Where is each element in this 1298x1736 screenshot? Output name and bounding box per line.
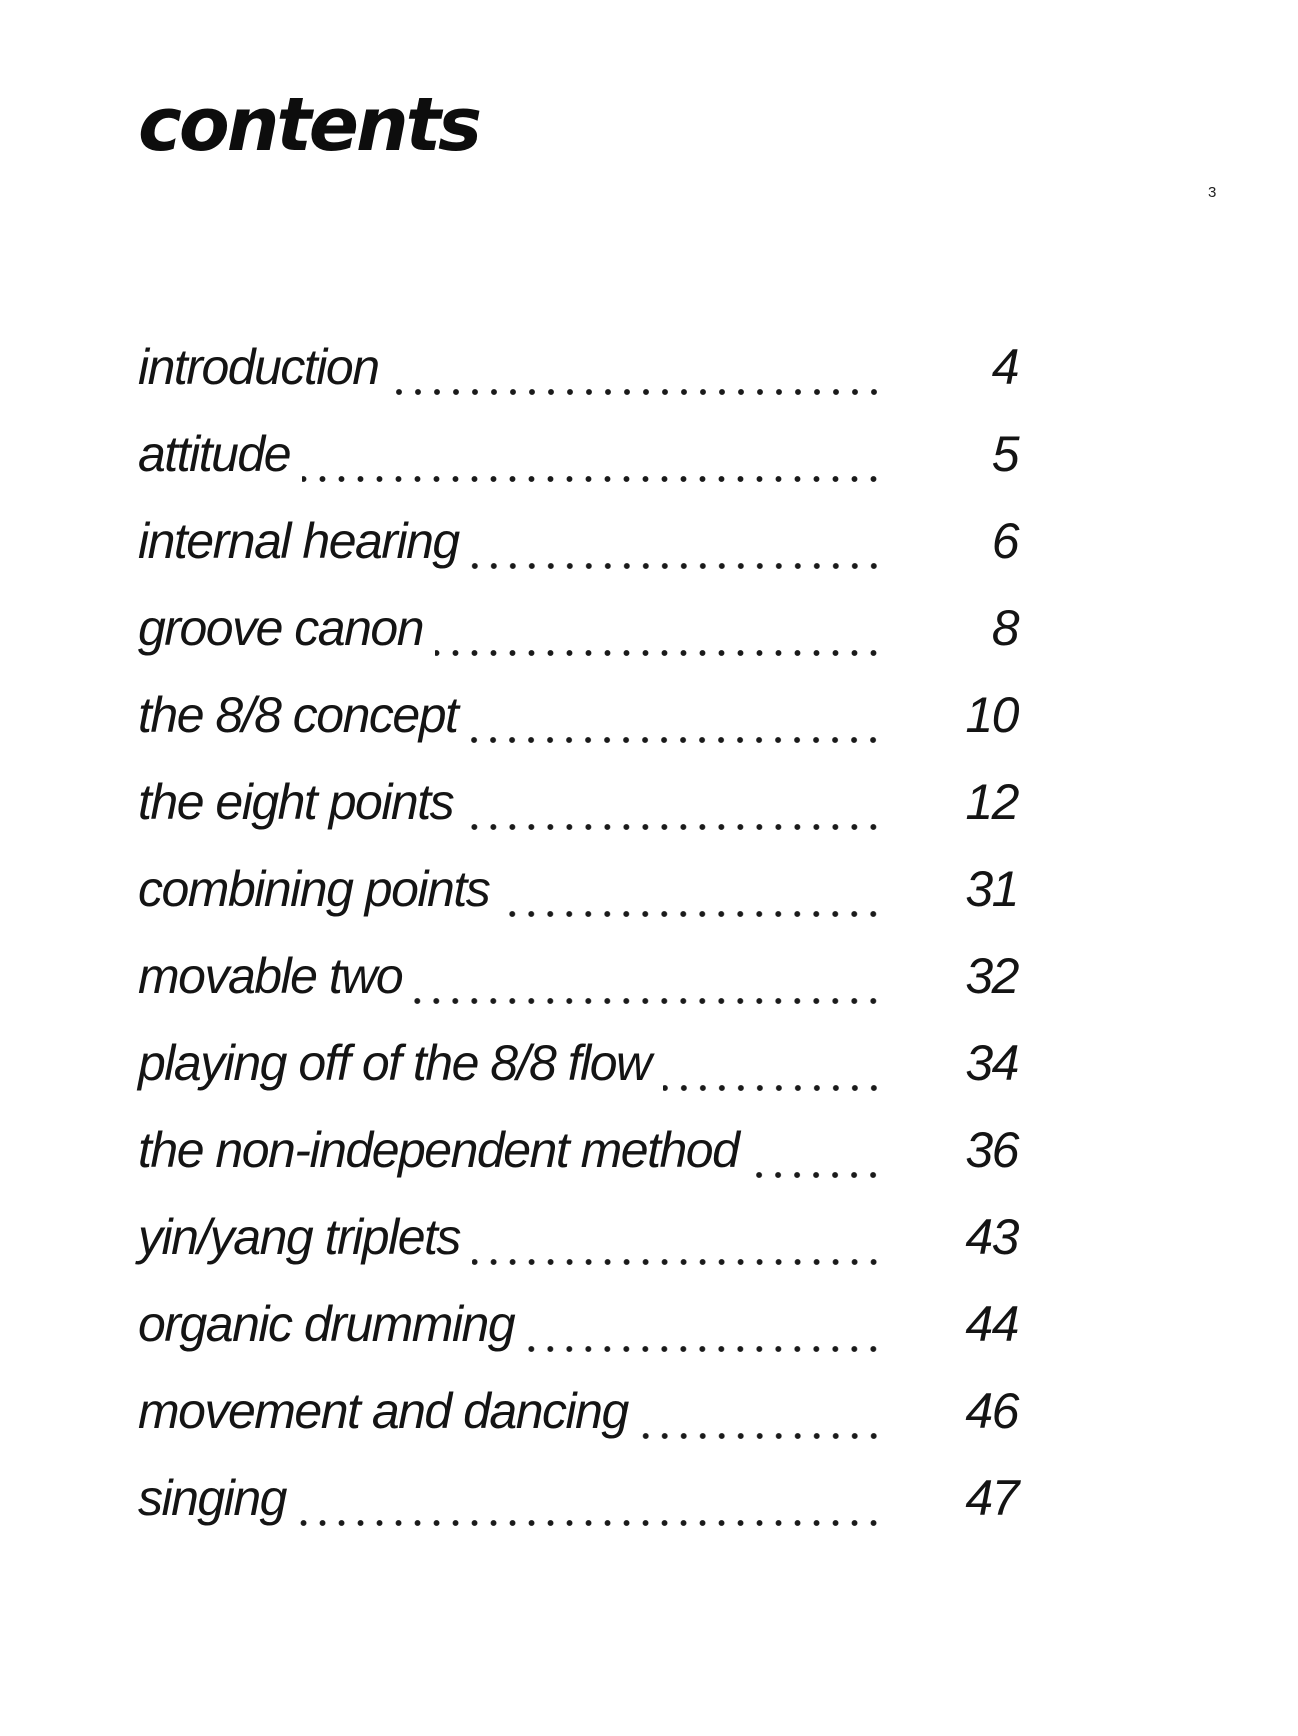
- toc-entry-combining-points: [138, 862, 1018, 949]
- toc-entry-8-8-concept: [138, 688, 1018, 775]
- page-title: contents: [138, 82, 480, 168]
- toc-entry-title: introduction: [138, 339, 379, 395]
- dot-leader: [526, 1297, 883, 1357]
- toc-entry-page: 31: [965, 861, 1018, 917]
- toc-entry-title: the eight points: [138, 774, 454, 830]
- toc-entry-page: 4: [991, 339, 1018, 395]
- toc-entry-title: movement and dancing: [138, 1383, 628, 1439]
- toc-entry-internal-hearing: [138, 514, 1018, 601]
- toc-entry-title: the non-independent method: [138, 1122, 739, 1178]
- toc-entry-page: 32: [965, 948, 1018, 1004]
- toc-entry-title: playing off of the 8/8 flow: [138, 1035, 651, 1091]
- toc-entry-title: singing: [138, 1470, 286, 1526]
- toc-entry-title: internal hearing: [138, 513, 459, 569]
- toc-entry-yin-yang-triplets: [138, 1210, 1018, 1297]
- toc-entry-title: combining points: [138, 861, 490, 917]
- toc-entry-page: 5: [991, 426, 1018, 482]
- dot-leader: [501, 862, 883, 922]
- dot-leader: [640, 1384, 883, 1444]
- dot-leader: [472, 1210, 883, 1270]
- toc-entry-page: 34: [965, 1035, 1018, 1091]
- toc-entry-introduction: [138, 340, 1018, 427]
- toc-entry-title: attitude: [138, 426, 291, 482]
- toc-entry-title: movable two: [138, 948, 403, 1004]
- toc-entry-eight-points: [138, 775, 1018, 862]
- toc-entry-page: 43: [965, 1209, 1018, 1265]
- toc-entry-playing-off-flow: [138, 1036, 1018, 1123]
- toc-entry-page: 44: [965, 1296, 1018, 1352]
- toc-entry-page: 46: [965, 1383, 1018, 1439]
- dot-leader: [414, 949, 883, 1009]
- toc-entry-page: 6: [991, 513, 1018, 569]
- toc-entry-non-independent-method: [138, 1123, 1018, 1210]
- toc-entry-page: 12: [965, 774, 1018, 830]
- toc-entry-singing: [138, 1471, 1018, 1558]
- dot-leader: [663, 1036, 883, 1096]
- toc-entry-groove-canon: [138, 601, 1018, 688]
- toc-entry-movable-two: [138, 949, 1018, 1036]
- page-number: 3: [1208, 184, 1217, 201]
- toc-entry-page: 36: [965, 1122, 1018, 1178]
- toc-entry-page: 10: [965, 687, 1018, 743]
- toc-entry-title: organic drumming: [138, 1296, 515, 1352]
- dot-leader: [391, 340, 884, 400]
- toc-entry-attitude: [138, 427, 1018, 514]
- toc-entry-title: yin/yang triplets: [138, 1209, 460, 1265]
- toc-entry-title: groove canon: [138, 600, 424, 656]
- dot-leader: [435, 601, 883, 661]
- dot-leader: [471, 514, 883, 574]
- dot-leader: [298, 1471, 883, 1531]
- dot-leader: [750, 1123, 883, 1183]
- table-of-contents: [138, 340, 1018, 1558]
- dot-leader: [302, 427, 883, 487]
- toc-entry-page: 47: [965, 1470, 1018, 1526]
- toc-entry-movement-and-dancing: [138, 1384, 1018, 1471]
- dot-leader: [469, 688, 883, 748]
- toc-entry-organic-drumming: [138, 1297, 1018, 1384]
- toc-entry-title: the 8/8 concept: [138, 687, 458, 743]
- toc-entry-page: 8: [991, 600, 1018, 656]
- dot-leader: [465, 775, 883, 835]
